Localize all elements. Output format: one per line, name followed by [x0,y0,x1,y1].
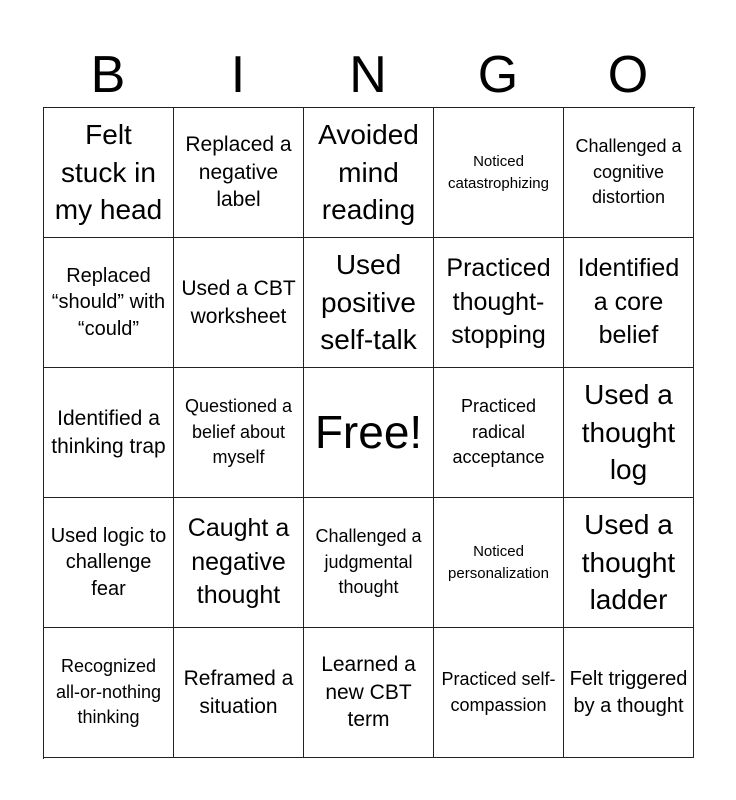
cell-text: Replaced “should” with “could” [51,264,166,340]
cell-text: Felt triggered by a thought [569,667,688,717]
bingo-cell[interactable] [44,238,174,368]
bingo-cell[interactable] [304,498,434,628]
cell-text: Practiced self-compassion [441,668,556,715]
bingo-cell[interactable] [564,238,694,368]
cell-text: Noticed personalization [448,542,549,582]
bingo-cell[interactable] [304,238,434,368]
cell-text: Identified a core belief [577,253,680,350]
cell-text: Used logic to challenge fear [50,524,167,600]
cell-text: Challenged a cognitive distortion [575,136,682,208]
bingo-header [43,44,693,106]
cell-text: Reframed a situation [183,666,294,718]
cell-text: Free! [314,406,423,459]
cell-text: Caught a negative thought [187,513,290,610]
cell-text: Practiced thought-stopping [446,253,551,350]
bingo-cell[interactable] [564,628,694,758]
bingo-cell[interactable] [174,368,304,498]
bingo-cell[interactable] [174,628,304,758]
cell-text: Noticed catastrophizing [448,152,549,192]
cell-text: Practiced radical acceptance [452,396,545,468]
cell-text: Avoided mind reading [318,118,419,226]
cell-text: Felt stuck in my head [54,118,163,226]
header-letter-b: B [90,46,126,104]
bingo-cell[interactable] [434,368,564,498]
bingo-cell[interactable] [44,108,174,238]
cell-text: Identified a thinking trap [51,406,166,458]
header-letter-n: N [349,46,387,104]
bingo-cell[interactable] [564,368,694,498]
header-letter-i: I [230,46,246,104]
bingo-cell[interactable] [434,628,564,758]
bingo-cell[interactable] [44,498,174,628]
bingo-cell[interactable] [434,498,564,628]
cell-text: Used a thought ladder [581,508,676,616]
bingo-cell[interactable] [304,628,434,758]
bingo-grid [43,107,695,759]
cell-text: Replaced a negative label [185,132,292,212]
bingo-cell[interactable] [174,498,304,628]
bingo-cell[interactable] [564,498,694,628]
cell-text: Learned a new CBT term [321,652,416,732]
header-letter-g: G [477,46,519,104]
cell-text: Used positive self-talk [320,248,417,356]
cell-text: Recognized all-or-nothing thinking [55,656,162,728]
cell-text: Used a thought log [581,378,676,486]
bingo-cell[interactable] [174,108,304,238]
cell-text: Questioned a belief about myself [184,396,293,468]
bingo-cell[interactable] [44,628,174,758]
bingo-cell-free[interactable] [304,368,434,498]
bingo-cell[interactable] [564,108,694,238]
bingo-cell[interactable] [434,238,564,368]
cell-text: Challenged a judgmental thought [315,526,422,598]
bingo-cell[interactable] [304,108,434,238]
bingo-cell[interactable] [434,108,564,238]
cell-text: Used a CBT worksheet [181,276,296,328]
bingo-cell[interactable] [174,238,304,368]
bingo-cell[interactable] [44,368,174,498]
header-letter-o: O [607,46,649,104]
